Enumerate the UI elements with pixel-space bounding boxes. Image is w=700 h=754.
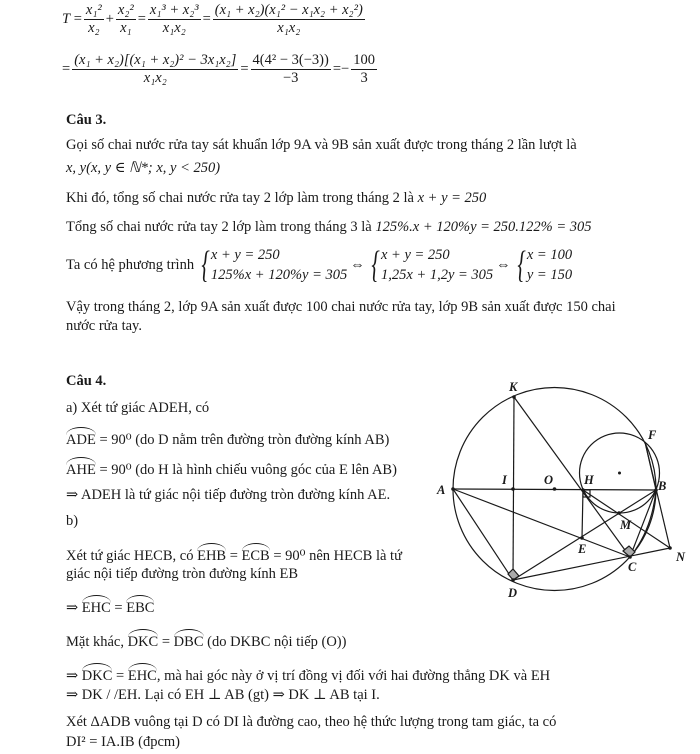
label-D: D: [508, 586, 518, 600]
formula-T-line2: = $\frac{\text{(x₁ + x₂)[(x₁ + x₂)² − 3x₁x₂]}}{\text{x₁x₂}}$ = $\frac{\text{4(4² − 3(−3))}}{-3}$ = − $\frac{100}{3}$: [62, 52, 375, 87]
equation-system-3: { x = 100 y = 150: [517, 244, 573, 286]
fraction-result: $\frac{100}{3}$: [353, 52, 375, 87]
label-A: A: [437, 483, 446, 497]
part-a-conclusion: ⇒ ADEH là tứ giác nội tiếp đường tròn đường kính AE.: [66, 487, 391, 503]
fraction-term-2: $\frac{\text{x₂²}}{\text{x₁}}$: [117, 2, 134, 37]
part-a-line2: AHE = 90⁰ (do H là hình chiếu vuông góc của E lên AB): [66, 459, 397, 479]
point-E: [580, 536, 584, 540]
point-M: [617, 511, 621, 515]
part-b-line2: giác nội tiếp đường tròn đường kính EB: [66, 566, 299, 582]
segment-KC: [514, 397, 630, 557]
point-A: [451, 487, 455, 491]
fraction-term-4: $\frac{\text{(x₁ + x₂)(x₁² − x₁x₂ + x₂²)}}{\text{x₁x₂}}$: [214, 2, 363, 37]
label-O: O: [544, 473, 554, 487]
label-E: E: [578, 542, 587, 556]
fraction-term-3: $\frac{\text{x₁³ + x₂³}}{\text{x₁x₂}}$: [149, 2, 199, 37]
part-a-line1: ADE = 90⁰ (do D nằm trên đường tròn đường kính AB): [66, 429, 389, 449]
cau3-paragraph-2: Khi đó, tổng số chai nước rửa tay 2 lớp làm trong tháng 2 là x + y = 250: [66, 190, 487, 206]
cau3-conclusion-line1: Vậy trong tháng 2, lớp 9A sản xuất được 100 chai nước rửa tay, lớp 9B sản xuất được 150 chai: [66, 299, 616, 315]
cau4-heading: Câu 4.: [66, 373, 107, 389]
formula-T-line1: T = $\frac{\text{x₁²}}{\text{x₂}}$ + $\frac{\text{x₂²}}{\text{x₁}}$ = $\frac{\text{x₁³ + x₂³}}{\text{x₁x₂}}$ = $\frac{\text{(x₁ + x₂)(x₁² − x₁x₂ + x₂²)}}{\text{x₁x₂}}$: [62, 2, 363, 37]
part-b-label: b): [66, 513, 79, 529]
label-K: K: [509, 380, 518, 394]
equation-system-2: { x + y = 250 1,25x + 1,2y = 305: [371, 244, 494, 286]
result-sign: −: [341, 61, 350, 78]
fraction-term-6: $\frac{\text{4(4² − 3(−3))}}{-3}$: [252, 52, 329, 87]
cau3-system: Ta có hệ phương trình { x + y = 250 125%x + 120%y = 305 ⇔ { x + y = 250 1,25x + 1,2y = 305 ⇔ { x = 100 y = 150: [66, 244, 573, 286]
segment-DN: [513, 548, 670, 580]
point-D: [511, 578, 515, 582]
point-K: [512, 395, 516, 399]
part-b-line5: ⇒ DKC = EHC, mà hai góc này ở vị trí đồng vị đối với hai đường thẳng DK và EH: [66, 665, 550, 685]
part-b-line7: Xét ΔADB vuông tại D có DI là đường cao, theo hệ thức lượng trong tam giác, ta có: [66, 714, 557, 730]
part-b-line6: ⇒ DK / /EH. Lại có EH ⊥ AB (gt) ⇒ DK ⊥ AB tại I.: [66, 687, 380, 703]
label-C: C: [628, 560, 637, 574]
segment-AD: [453, 489, 513, 580]
part-b-line1: Xét tứ giác HECB, có EHB = ECB = 90⁰ nên HECB là tứ: [66, 545, 402, 565]
fraction-term-1: $\frac{\text{x₁²}}{\text{x₂}}$: [85, 2, 102, 37]
label-M: M: [620, 518, 632, 532]
part-b-line4: Mặt khác, DKC = DBC (do DKBC nội tiếp (O)): [66, 631, 346, 651]
label-H: H: [584, 473, 594, 487]
cau3-variables-math: x, y(x, y ∈ ℕ*; x, y < 250): [66, 160, 221, 176]
point-O: [553, 487, 557, 491]
label-F: F: [648, 428, 657, 442]
part-a-intro: a) Xét tứ giác ADEH, có: [66, 400, 210, 416]
cau3-paragraph-3: Tổng số chai nước rửa tay 2 lớp làm trong tháng 3 là 125%.x + 120%y = 250.122% = 305: [66, 219, 592, 235]
equation-system-1: { x + y = 250 125%x + 120%y = 305: [201, 244, 348, 286]
label-B: B: [658, 479, 667, 493]
cau3-conclusion-line2: nước rửa tay.: [66, 318, 142, 334]
part-b-line3: ⇒ EHC = EBC: [66, 597, 154, 617]
point-N: [668, 546, 672, 550]
point-C: [628, 555, 632, 559]
segment-FB: [645, 442, 656, 490]
cau3-heading: Câu 3.: [66, 112, 107, 128]
fraction-term-5: $\frac{\text{(x₁ + x₂)[(x₁ + x₂)² − 3x₁x₂]}}{\text{x₁x₂}}$: [74, 52, 237, 87]
cau3-paragraph-1: Gọi số chai nước rửa tay sát khuẩn lớp 9A và 9B sản xuất được trong tháng 2 lần lượt là: [66, 137, 577, 153]
part-b-line8: DI² = IA.IB (đpcm): [66, 734, 180, 750]
point-H: [581, 488, 585, 492]
point-I: [511, 487, 515, 491]
label-N: N: [676, 550, 686, 564]
formula-lhs: T: [62, 11, 71, 28]
point-small-center: [618, 472, 621, 475]
label-I: I: [502, 473, 507, 487]
